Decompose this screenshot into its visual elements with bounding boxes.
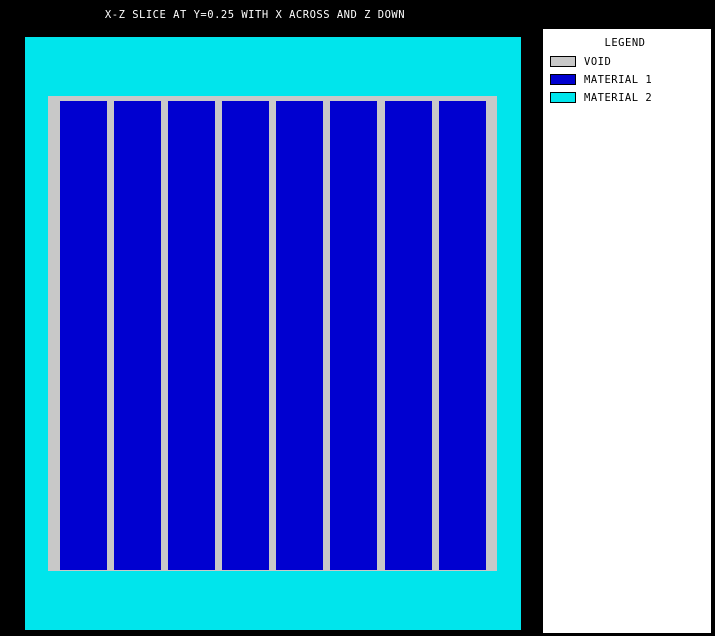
- material-1-rod: [276, 101, 323, 570]
- plot-title: X-Z SLICE AT Y=0.25 WITH X ACROSS AND Z DOWN: [104, 9, 406, 21]
- legend-swatch-void: [550, 56, 576, 67]
- legend-swatch-material-1: [550, 74, 576, 85]
- material-1-rod: [222, 101, 269, 570]
- legend-title: LEGEND: [604, 37, 646, 49]
- material-1-rod: [168, 101, 215, 570]
- legend-label: VOID: [584, 55, 612, 68]
- material-1-rod: [385, 101, 432, 570]
- legend-item-material-1: [550, 73, 652, 86]
- legend-panel: [543, 29, 711, 633]
- material-1-rod: [439, 101, 486, 570]
- material-1-rod: [60, 101, 107, 570]
- legend-swatch-material-2: [550, 92, 576, 103]
- material-1-rod: [330, 101, 377, 570]
- legend-item-material-2: [550, 91, 652, 104]
- legend-label: MATERIAL 1: [584, 73, 653, 86]
- legend-item-void: [550, 55, 611, 68]
- material-1-rod: [114, 101, 161, 570]
- slice-plot-area: [25, 37, 521, 630]
- legend-label: MATERIAL 2: [584, 91, 653, 104]
- void-frame: [48, 96, 497, 571]
